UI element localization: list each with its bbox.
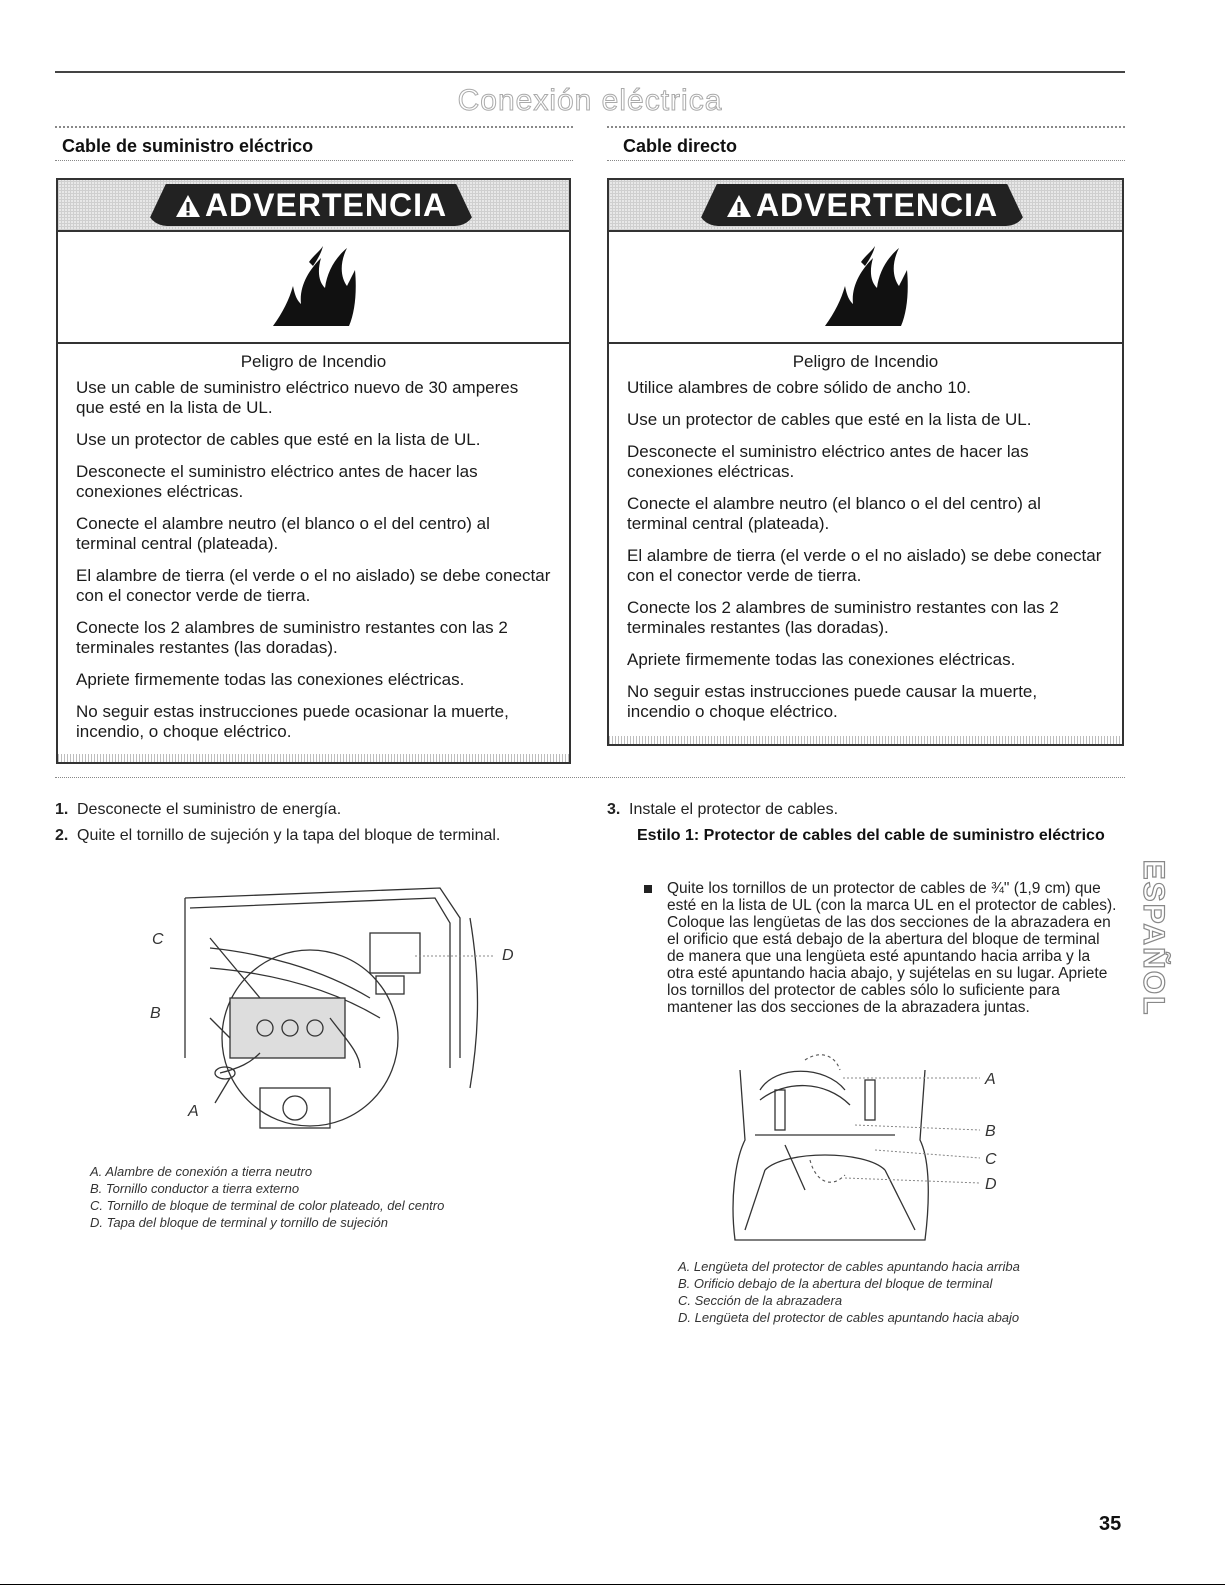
divider — [607, 160, 1125, 161]
figure-label-d: D — [502, 947, 514, 964]
warning-line: Conecte el alambre neutro (el blanco o el del centro) al terminal central (plateada). — [627, 494, 1041, 533]
warning-line: Use un protector de cables que esté en la lista de UL. — [76, 430, 481, 449]
warning-title: Peligro de Incendio — [240, 352, 387, 371]
warning-line: Desconecte el suministro eléctrico antes de hacer las conexiones eléctricas. — [627, 442, 1029, 481]
warning-line: Conecte el alambre neutro (el blanco o el del centro) al terminal central (plateada). — [76, 514, 490, 553]
divider — [55, 126, 573, 128]
warning-banner-label: ADVERTENCIA — [697, 184, 1027, 226]
section-title: Conexión eléctrica — [457, 84, 723, 117]
fire-icon — [269, 242, 359, 328]
style-heading: Estilo 1: Protector de cables del cable de suministro eléctrico — [637, 827, 1105, 844]
warning-line: Utilice alambres de cobre sólido de ancho 10. — [627, 378, 971, 397]
cable-clamp-illustration — [725, 1050, 1015, 1250]
warning-title: Peligro de Incendio — [792, 352, 939, 371]
figure-label-b: B — [985, 1123, 996, 1140]
divider — [55, 160, 573, 161]
warning-line: Conecte los 2 alambres de suministro restantes con las 2 terminales restantes (las doradas). — [627, 598, 1059, 637]
warning-line: El alambre de tierra (el verde o el no aislado) se debe conectar con el conector verde de tierra. — [627, 546, 1102, 585]
figure-label-b: B — [150, 1005, 161, 1022]
warning-line: Conecte los 2 alambres de suministro restantes con las 2 terminales restantes (las doradas). — [76, 618, 508, 657]
figure-label-c: C — [152, 931, 164, 948]
warning-triangle-icon — [726, 194, 752, 218]
warning-box-right — [607, 178, 1124, 746]
divider — [607, 126, 1125, 128]
warning-line: No seguir estas instrucciones puede causar la muerte, incendio o choque eléctrico. — [627, 682, 1038, 721]
warning-line: El alambre de tierra (el verde o el no aislado) se debe conectar con el conector verde de tierra. — [76, 566, 551, 605]
fire-icon — [821, 242, 911, 328]
warning-banner — [609, 180, 1122, 232]
warning-box-left — [56, 178, 571, 764]
captions-left: A. Alambre de conexión a tierra neutro B. Tornillo conductor a tierra externo C. Tornillo de bloque de terminal de color plateado, del centro D. Tapa del bloque de terminal y tornillo de sujeción — [90, 1164, 445, 1230]
warning-line: Apriete firmemente todas las conexiones eléctricas. — [76, 670, 465, 689]
heading-cable-directo: Cable directo — [623, 136, 738, 156]
terminal-block-illustration — [140, 878, 540, 1140]
page-number: 35 — [1099, 1513, 1122, 1535]
warning-line: Use un cable de suministro eléctrico nuevo de 30 amperes que esté en la lista de UL. — [76, 378, 519, 417]
figure-label-c: C — [985, 1151, 997, 1168]
warning-line: Apriete firmemente todas las conexiones eléctricas. — [627, 650, 1016, 669]
figure-label-a: A — [188, 1103, 199, 1120]
heading-cable-suministro: Cable de suministro eléctrico — [62, 136, 314, 156]
figure-label-a: A — [985, 1071, 996, 1088]
warning-triangle-icon — [175, 194, 201, 218]
warning-line: No seguir estas instrucciones puede ocasionar la muerte, incendio, o choque eléctrico. — [76, 702, 509, 741]
instruction-bullet: Quite los tornillos de un protector de cables de ¾" (1,9 cm) que esté en la lista de UL (con la marca UL en el protector de cables). Coloque las lengüetas de las dos secciones de la abrazadera en el orificio que está debajo de la abertura del bloque de terminal de manera que una lengüeta esté apuntando hacia arriba y la otra esté apuntando hacia abajo, y sujételas en su lugar. Apriete los tornillos del protector de cables sólo lo suficiente para mantener las dos secciones de la abrazadera juntas. — [644, 880, 1119, 1016]
warning-line: Desconecte el suministro eléctrico antes de hacer las conexiones eléctricas. — [76, 462, 478, 501]
bullet-icon — [644, 885, 652, 893]
divider — [55, 777, 1125, 778]
figure-label-d: D — [985, 1176, 997, 1193]
warning-banner-label: ADVERTENCIA — [146, 184, 476, 226]
warning-line: Use un protector de cables que esté en la lista de UL. — [627, 410, 1032, 429]
captions-right: A. Lengüeta del protector de cables apuntando hacia arriba B. Orificio debajo de la abertura del bloque de terminal C. Sección de la abrazadera D. Lengüeta del protector de cables apuntando hacia abajo — [678, 1259, 1020, 1325]
warning-banner — [58, 180, 569, 232]
top-rule — [55, 71, 1125, 73]
steps-left: 1. Desconecte el suministro de energía. 2. Quite el tornillo de sujeción y la tapa del bloque de terminal. — [55, 801, 501, 844]
steps-right: 3. Instale el protector de cables. — [607, 801, 839, 818]
language-side-tab: ESPAÑOL — [1137, 859, 1170, 1017]
